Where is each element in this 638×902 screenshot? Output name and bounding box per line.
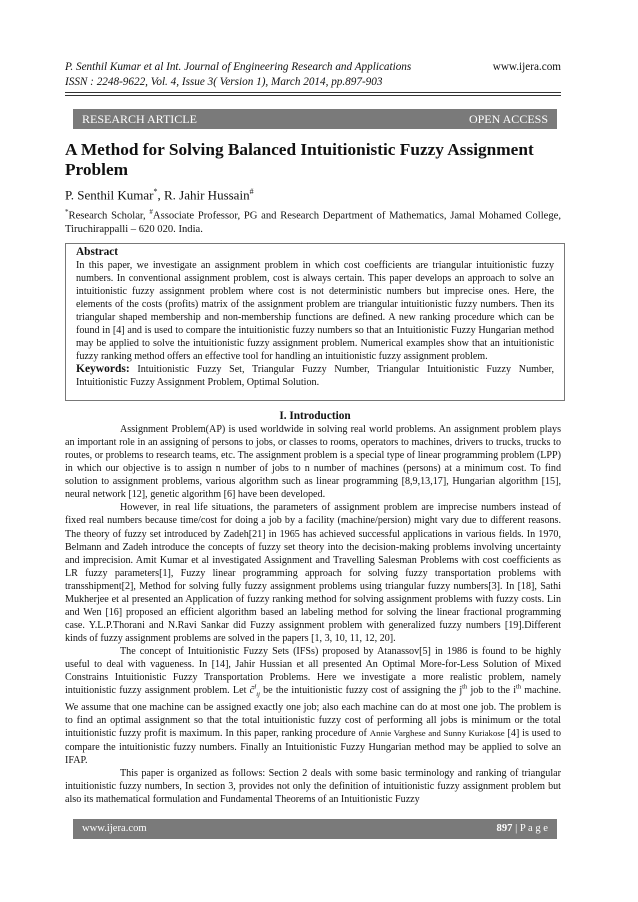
cited-authors: Annie Varghese and Sunny Kuriakose xyxy=(369,728,505,739)
author-separator: , xyxy=(157,187,164,203)
journal-line-1: P. Senthil Kumar et al Int. Journal of Engineering Research and Applications xyxy=(65,61,412,73)
abstract-heading: Abstract xyxy=(76,246,119,258)
paragraph: However, in real life situations, the parameters of assignment problem are imprecise numbers instead of fixed real numbers because time/cost for doing a job by a facility (machine/persion) might vary due to different reasons. The theory of fuzzy set introduced by Zadeh[21] in 1965 has achieved successful applications in various fields. In 1970, Belmann and Zadeh introduce the concepts of fuzzy set theory into the decision-making problems involving uncertainty and imprecision. Amit Kumar et al investigated Assignment and Travelling Salesman Problems with cost coefficients as LR fuzzy parameters[1], Fuzzy linear programming approach for solving fuzzy transportation problems with transshipment[2], Method for solving fully fuzzy assignment problems using triangular fuzzy numbers[3]. In [18], Sathi Mukherjee et al presented an Application of fuzzy ranking method for solving assignment problems with fuzzy costs. Lin and Wen [16] proposed an efficient algorithm based an labeling method for solving the linear fractional programming case. Y.L.P.Thorani and N.Ravi Sankar did Fuzzy assignment problem with generalized fuzzy numbers [19].Different kinds of fuzzy assignment problems are solved in the papers [1, 3, 10, 11, 12, 20]. xyxy=(65,502,561,644)
keywords-label: Keywords: xyxy=(76,363,130,376)
open-access-label: OPEN ACCESS xyxy=(468,112,548,126)
header-rule-bottom xyxy=(65,95,561,96)
introduction-body xyxy=(65,423,561,806)
abstract-text: In this paper, we investigate an assignment problem in which cost coefficients are triangular intuitionistic fuzzy numbers. In conventional assignment problem, cost is always certain. This paper develops an approach to solve an intuitionistic fuzzy assignment problem where cost is not deterministic numbers but imprecise ones. Here, the elements of the costs (profits) matrix of the assignment problem are triangular intuitionistic fuzzy numbers. Then its triangular shaped membership and non-membership functions are defined. A new ranking procedure which can be found in [4] and is used to compare the intuitionistic fuzzy numbers so that an Intuitionistic Fuzzy Hungarian method may be applied to solve the intuitionistic fuzzy assignment problem. Numerical examples show that an intuitionistic fuzzy ranking method offers an effective tool for handling an intuitionistic fuzzy assignment problem. xyxy=(76,260,554,363)
affiliation-text: Associate Professor, PG and Research Department of Mathematics, Jamal Mohamed College, Tiruchirappalli – 620 020. India. xyxy=(65,210,562,235)
paragraph-text: job to the i xyxy=(467,685,517,697)
ordinal-sup: th xyxy=(462,683,468,691)
paper-title: A Method for Solving Balanced Intuitionistic Fuzzy Assignment Problem xyxy=(65,140,534,179)
affiliation-mark: * xyxy=(65,208,69,216)
abstract-box xyxy=(65,243,565,401)
page-footer xyxy=(73,819,557,839)
cost-symbol-sub: ij xyxy=(256,691,260,699)
page-number-value: 897 xyxy=(496,823,513,834)
author-affiliation xyxy=(65,206,561,236)
keywords-text: Intuitionistic Fuzzy Set, Triangular Fuzzy Number, Triangular Intuitionistic Fuzzy Number, Intuitionistic Fuzzy Assignment Problem, Optimal Solution. xyxy=(76,364,554,389)
paragraph: This paper is organized as follows: Section 2 deals with some basic terminology and ranking of triangular intuitionistic fuzzy numbers, In section 3, provides not only the definition of intuitionistic fuzzy assignment problem but also its mathematical formulation and Fundamental Theorems of an Intuitionistic Fuzzy xyxy=(65,767,561,805)
header-rule-top xyxy=(65,92,561,93)
section-heading-introduction: I. Introduction xyxy=(279,410,351,422)
cost-symbol-sup: I xyxy=(254,683,257,691)
page-label: | P a g e xyxy=(512,823,548,834)
paragraph: Assignment Problem(AP) is used worldwide in solving real world problems. An assignment problem plays an important role in an assigning of persons to jobs, or classes to rooms, operators to machines, drivers to trucks, trucks to routes, or problems to research teams, etc. The assignment problem is a special type of linear programming problem (LPP) in which our objective is to assign n number of jobs to n number of machines (persons) at a minimum cost. To find solution to assignment problems, various algorithm such as linear programming [8,9,13,17], Hungarian algorithm [15], neural network [12], genetic algorithm [6] have been developed. xyxy=(65,424,561,501)
page-number xyxy=(497,819,548,839)
author-mark: # xyxy=(249,187,254,196)
cost-symbol xyxy=(249,683,260,699)
article-type-banner xyxy=(73,109,557,129)
article-type-label: RESEARCH ARTICLE xyxy=(82,112,197,126)
author-name: R. Jahir Hussain xyxy=(163,187,250,203)
author-list xyxy=(65,184,254,203)
paragraph-text: machine. We assume that one machine can be assigned exactly one job; also each machine can do at most one job. The problem is to find an optimal assignment so that the total intuitionistic fuzzy cost of performing all jobs is minimum or the total intuitionistic fuzzy profit is maximum. In this paper, ranking procedure of xyxy=(65,685,562,740)
journal-website-link[interactable]: www.ijera.com xyxy=(492,61,561,73)
author-name: P. Senthil Kumar xyxy=(65,187,154,203)
author-mark: * xyxy=(153,187,158,196)
affiliation-text: Research Scholar, xyxy=(68,210,150,222)
ordinal-sup: th xyxy=(516,683,522,691)
affiliation-mark: # xyxy=(149,208,153,216)
journal-citation xyxy=(65,60,485,90)
cost-symbol-base: c̃ xyxy=(249,685,255,697)
paragraph-text: The concept of Intuitionistic Fuzzy Sets (IFSs) proposed by Atanassov[5] in 1986 is found to be highly useful to deal with vagueness. In [14], Jahir Hussian et all presented An Optimal More-for-Less Solution of Mixed Constrains Intuitionistic Fuzzy Transportation Problems. Here we investigate a more realistic problem, namely intuitionistic fuzzy assignment problem. Let xyxy=(65,646,561,697)
footer-website-link[interactable]: www.ijera.com xyxy=(82,823,147,834)
paragraph-text: [4] is used to compare the intuitionistic fuzzy numbers. Finally an Intuitionistic Fuzzy Hungarian method may be applied to solve an IFAP. xyxy=(65,728,561,766)
journal-line-2: ISSN : 2248-9622, Vol. 4, Issue 3( Version 1), March 2014, pp.897-903 xyxy=(65,76,383,88)
keywords xyxy=(76,363,554,389)
paragraph-text: be the intuitionistic fuzzy cost of assigning the j xyxy=(259,685,463,697)
paragraph xyxy=(65,645,561,767)
